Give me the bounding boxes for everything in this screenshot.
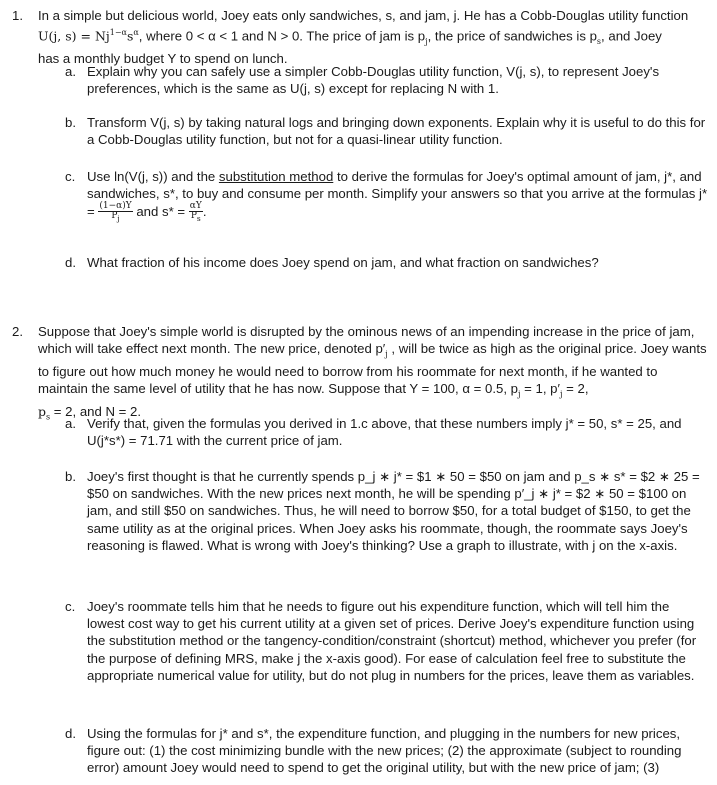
part-text: Transform V(j, s) by taking natural logs and bringing down exponents. Explain why it is useful to do this for a Cobb-Douglas utility function, but not for a quasi-linear utility function. — [87, 115, 706, 148]
sandwich-formula-fraction: $\frac{\alpha Y}{P_s}$ — [189, 201, 202, 224]
part-label: d. — [65, 255, 76, 270]
part-label: b. — [65, 469, 76, 484]
question-1 — [12, 7, 708, 68]
part-label: a. — [65, 64, 76, 79]
question-2 — [12, 323, 708, 426]
question-1c — [65, 168, 710, 223]
question-1d — [65, 254, 710, 271]
part-text: Explain why you can safely use a simpler Cobb-Douglas utility function, V(j, s), to represent Joey's preferences, which is the same as U(j, s) except for replacing N with 1. — [87, 64, 660, 97]
part-text: Joey's roommate tells him that he needs to figure out his expenditure function, which will tell him the lowest cost way to get his current utility at a given set of prices. Derive Joey's expenditure function using the substitution method or the tangency-condition/constraint (shortcut) method, whichever you prefer (for the purpose of defining MRS, make j the x-axis good). For ease of calculation feel free to substitute the appropriate numerical value for utility, but do not plug in numbers for the prices, leave them as variables. — [87, 599, 697, 683]
part-text: What fraction of his income does Joey spend on jam, and what fraction on sandwiches? — [87, 255, 599, 270]
part-text: Use ln(V(j, s)) and the substitution method to derive the formulas for Joey's optimal amount of jam, j*, and sandwiches, s*, to buy and consume per month. Simplify your answers so that you arrive at the formulas j* = $\frac{(1-\alpha)Y}{P_j}$ and s* = $\frac{\alpha Y}{P_s}$ . — [87, 169, 708, 224]
question-2c — [65, 598, 710, 684]
question-1-number: 1. — [12, 8, 23, 23]
question-1b — [65, 114, 710, 148]
part-label: c. — [65, 599, 76, 614]
part-text: Joey's first thought is that he currently spends p_j ∗ j* = $1 ∗ 50 = $50 on jam and p_s ∗ s* = $2 ∗ 25 = $50 on sandwiches. With the new prices next month, he will be spending p′_j ∗ j* = $2 ∗ 50 = $100 on jam, and still $50 on sandwiches. Thus, he will need to borrow $50, for a total budget of $150, to get the same utility as at the original prices. When Joey asks his roommate, though, the roommate says Joey's reasoning is flawed. What is wrong with Joey's thinking? Use a graph to illustrate, with j on the x-axis. — [87, 469, 700, 553]
substitution-method-link: substitution method — [218, 169, 334, 184]
part-label: c. — [65, 169, 76, 184]
question-2d — [65, 725, 710, 777]
part-text: Using the formulas for j* and s*, the expenditure function, and plugging in the numbers for new prices, figure out: (1) the cost minimizing bundle with the new prices; (2) the approximate (subject to rounding error) amount Joey would need to spend to get the original utility, but with the new price of jam; (3) — [87, 726, 682, 776]
question-2a — [65, 415, 710, 449]
part-label: d. — [65, 726, 76, 741]
question-2-number: 2. — [12, 324, 23, 339]
part-text: Verify that, given the formulas you derived in 1.c above, that these numbers imply j* = 50, s* = 25, and U(j*s*) = 71.71 with the current price of jam. — [87, 416, 682, 449]
part-label: a. — [65, 416, 76, 431]
part-label: b. — [65, 115, 76, 130]
question-1a — [65, 63, 710, 97]
question-2-text: Suppose that Joey's simple world is disrupted by the ominous news of an impending increase in the price of jam, which will take effect next month. The new price, denoted $p'_j$ , will be twice as high as the original price. Joey wants to figure out how much money he would need to borrow from his roommate for next month, if he wanted to maintain the same level of utility that he has now. Suppose that Y = 100, α = 0.5, $p_j = 1$, $p'_j = 2$, $p_s = 2$, and N = 2. — [38, 324, 707, 422]
question-1-text: In a simple but delicious world, Joey eats only sandwiches, s, and jam, j. He has a Cobb-Douglas utility function U(j, $s) = Nj^{1-\alpha}s^\alpha$, where 0 < α < 1 and N > 0. The price of jam is $p_j$, the price of sandwiches is $p_s$, and Joey has a monthly budget Y to spend on lunch. — [38, 8, 689, 67]
jam-formula-fraction: $\frac{(1-\alpha)Y}{P_j}$ — [99, 201, 132, 224]
question-2b — [65, 468, 710, 554]
